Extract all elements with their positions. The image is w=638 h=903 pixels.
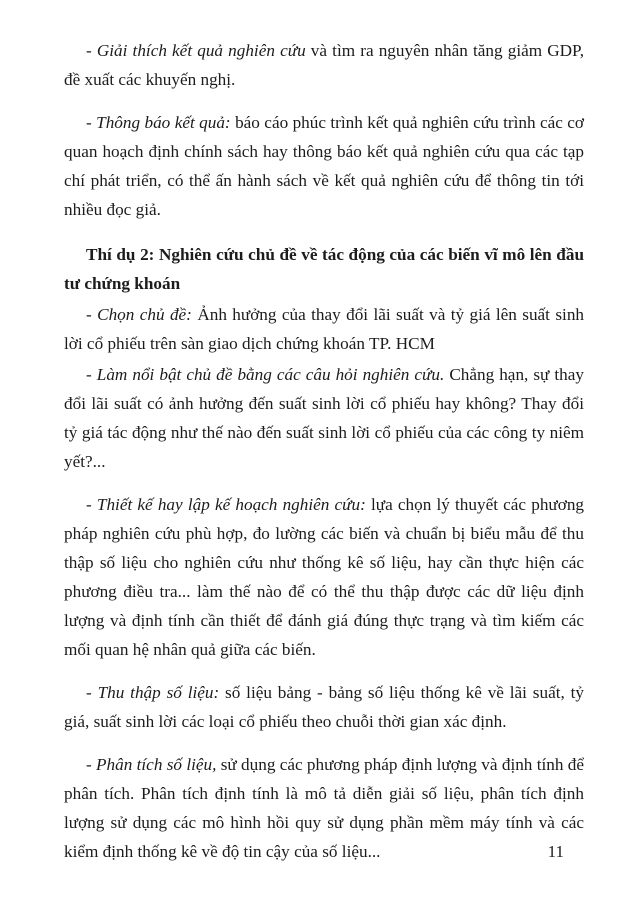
item-data-collection bbox=[64, 678, 584, 736]
item-data-analysis bbox=[64, 750, 584, 866]
item-lead: - Chọn chủ đề: bbox=[86, 305, 192, 324]
page-number: 11 bbox=[547, 842, 564, 861]
example-heading: Thí dụ 2: Nghiên cứu chủ đề về tác động của các biến vĩ mô lên đầu tư chứng khoán bbox=[64, 245, 584, 293]
paragraph-body: báo cáo phúc trình kết quả nghiên cứu trình các cơ quan hoạch định chính sách hay thông báo kết quả nghiên cứu qua các tạp chí phát triển, có thể ấn hành sách về kết quả nghiên cứu để thông tin tới nhiều đọc giả. bbox=[64, 113, 584, 219]
paragraph-lead: - Giải thích kết quả nghiên cứu bbox=[86, 41, 306, 60]
paragraph-lead: - Thông báo kết quả: bbox=[86, 113, 231, 132]
item-body: số liệu bảng - bảng số liệu thống kê về lãi suất, tỷ giá, suất sinh lời các loại cổ phiếu theo chuỗi thời gian xác định. bbox=[64, 683, 584, 731]
item-lead: - Thiết kế hay lập kế hoạch nghiên cứu: bbox=[86, 495, 366, 514]
document-page bbox=[64, 36, 584, 880]
paragraph-announce-results bbox=[64, 108, 584, 224]
item-lead: - Thu thập số liệu: bbox=[86, 683, 220, 702]
item-choose-topic bbox=[64, 300, 584, 358]
item-body: lựa chọn lý thuyết các phương pháp nghiên cứu phù hợp, đo lường các biến và chuẩn bị biểu mẫu để thu thập số liệu cho nghiên cứu như thống kê số liệu, hay cần thực hiện các phương điều tra... làm thế nào để có thể thu thập được các dữ liệu định lượng và định tính cần thiết để đánh giá đúng thực trạng và tìm kiếm các mối quan hệ nhân quả giữa các biến. bbox=[64, 495, 585, 659]
item-body: Ảnh hưởng của thay đổi lãi suất và tỷ giá lên suất sinh lời cổ phiếu trên sàn giao dịch chứng khoán TP. HCM bbox=[64, 305, 585, 353]
paragraph-explain-results bbox=[64, 36, 584, 94]
paragraph-body: và tìm ra nguyên nhân tăng giảm GDP, đề xuất các khuyến nghị. bbox=[64, 41, 585, 89]
item-body: sử dụng các phương pháp định lượng và định tính để phân tích. Phân tích định tính là mô tả diễn giải số liệu, phân tích định lượng sử dụng các mô hình hồi quy sử dụng phần mềm máy tính và các kiểm định thống kê về độ tin cậy của số liệu... bbox=[64, 755, 584, 861]
item-body: Chẳng hạn, sự thay đổi lãi suất có ảnh hưởng đến suất sinh lời cổ phiếu hay không? Thay đổi tỷ giá tác động như thế nào đến suất sinh lời cổ phiếu của các công ty niêm yết?... bbox=[64, 365, 584, 471]
item-lead: - Làm nổi bật chủ đề bằng các câu hỏi nghiên cứu. bbox=[86, 365, 445, 384]
item-research-design bbox=[64, 490, 584, 664]
item-research-questions bbox=[64, 360, 584, 476]
item-lead: - Phân tích số liệu, bbox=[86, 755, 217, 774]
